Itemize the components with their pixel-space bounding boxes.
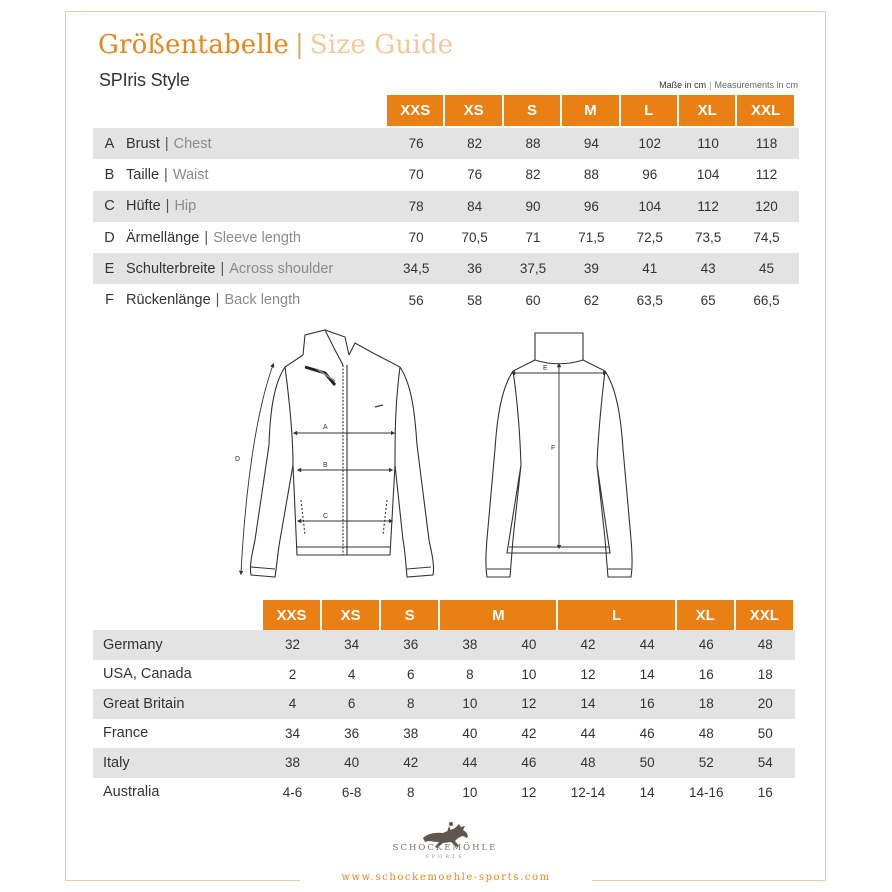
row-label xyxy=(126,167,387,183)
table-cell: 39 xyxy=(583,261,599,277)
label-german: Taille xyxy=(126,166,160,183)
table-cell: 56 xyxy=(408,292,424,308)
label-separator: | xyxy=(165,198,170,215)
table-cell: 42 xyxy=(521,725,537,741)
label-english: Across shoulder xyxy=(229,260,334,277)
row-letter: D xyxy=(104,229,115,246)
table-cell: 63,5 xyxy=(636,292,663,308)
table-cell: 60 xyxy=(525,292,541,308)
table-cell: 38 xyxy=(285,755,301,771)
table-cell: 6 xyxy=(347,696,356,712)
table-cell: 12 xyxy=(521,784,537,800)
label-separator: | xyxy=(215,292,220,309)
table-cell: 48 xyxy=(580,755,596,771)
label-english: Sleeve length xyxy=(213,229,301,246)
table-cell: 38 xyxy=(403,725,419,741)
table-row xyxy=(93,128,799,159)
conversion-header-xxs: XXS xyxy=(263,600,320,630)
table-cell: 14 xyxy=(639,784,655,800)
table-cell: 112 xyxy=(755,167,778,183)
country-label: Great Britain xyxy=(103,695,185,712)
diagram-label-b: B xyxy=(323,462,328,469)
table-cell: 8 xyxy=(406,696,415,712)
row-letter: B xyxy=(104,166,115,183)
diagram-label-a: A xyxy=(323,424,328,431)
table-cell: 2 xyxy=(288,666,297,682)
jacket-front xyxy=(250,330,433,577)
conversion-size-header xyxy=(263,600,793,630)
table-cell: 72,5 xyxy=(636,230,663,246)
table-cell: 14-16 xyxy=(688,784,724,800)
table-cell: 16 xyxy=(698,666,714,682)
table-cell: 44 xyxy=(639,637,655,653)
table-cell: 48 xyxy=(757,637,773,653)
table-row xyxy=(93,253,799,284)
table-cell: 104 xyxy=(638,198,662,214)
table-cell: 6 xyxy=(406,666,415,682)
table-cell: 62 xyxy=(583,292,599,308)
size-header-xxl: XXL xyxy=(737,95,793,126)
table-cell: 46 xyxy=(521,755,537,771)
size-header-xxs: XXS xyxy=(387,95,443,126)
table-cell: 94 xyxy=(583,136,599,152)
units-german: Maße in cm xyxy=(659,80,707,90)
table-cell: 6-8 xyxy=(341,784,362,800)
conversion-header-xs: XS xyxy=(322,600,379,630)
table-row xyxy=(93,719,795,749)
table-cell: 54 xyxy=(757,755,773,771)
table-cell: 12-14 xyxy=(570,784,606,800)
country-label: France xyxy=(103,725,149,742)
page-title xyxy=(98,30,453,60)
table-cell: 18 xyxy=(698,696,714,712)
units-english: Measurements in cm xyxy=(714,80,798,90)
table-cell: 90 xyxy=(525,198,541,214)
product-style: SPIris Style xyxy=(99,70,190,90)
table-cell: 12 xyxy=(580,666,596,682)
table-cell: 10 xyxy=(462,784,478,800)
table-cell: 104 xyxy=(696,167,720,183)
row-letter: F xyxy=(105,292,114,309)
table-row xyxy=(93,660,795,690)
row-letter: E xyxy=(104,260,115,277)
units-separator: | xyxy=(709,80,712,90)
conversion-header-s: S xyxy=(381,600,438,630)
table-cell: 42 xyxy=(580,637,596,653)
table-cell: 66,5 xyxy=(753,292,780,308)
table-cell: 4 xyxy=(288,696,297,712)
row-label xyxy=(126,136,387,152)
table-cell: 70 xyxy=(408,167,424,183)
label-german: Schulterbreite xyxy=(126,260,216,277)
table-cell: 112 xyxy=(697,198,719,214)
table-cell: 120 xyxy=(755,198,778,214)
measurement-table xyxy=(93,128,799,316)
conversion-header-l: L xyxy=(558,600,674,630)
front-measure-lines xyxy=(241,365,393,573)
units-note xyxy=(659,80,798,90)
table-cell: 34 xyxy=(344,637,360,653)
table-cell: 84 xyxy=(467,198,483,214)
size-header-s: S xyxy=(504,95,560,126)
table-cell: 96 xyxy=(583,198,599,214)
table-cell: 70 xyxy=(408,230,424,246)
label-german: Hüfte xyxy=(126,198,161,215)
row-letter: C xyxy=(104,198,115,215)
table-cell: 52 xyxy=(698,755,714,771)
table-cell: 50 xyxy=(757,725,773,741)
table-cell: 10 xyxy=(521,666,537,682)
table-cell: 118 xyxy=(755,136,778,152)
table-cell: 14 xyxy=(639,666,655,682)
table-cell: 76 xyxy=(408,136,424,152)
website-url[interactable]: www.schockemoehle-sports.com xyxy=(300,872,592,883)
table-cell: 4-6 xyxy=(282,784,303,800)
table-cell: 71 xyxy=(525,230,541,246)
label-separator: | xyxy=(220,260,225,277)
table-cell: 88 xyxy=(583,167,599,183)
row-label xyxy=(126,261,387,277)
size-header-m: M xyxy=(562,95,618,126)
label-german: Brust xyxy=(126,135,160,152)
table-cell: 8 xyxy=(466,666,474,682)
table-cell: 12 xyxy=(521,696,537,712)
table-cell: 78 xyxy=(408,198,424,214)
row-letter: A xyxy=(104,135,115,152)
table-cell: 38 xyxy=(462,637,478,653)
table-cell: 73,5 xyxy=(695,230,722,246)
table-cell: 42 xyxy=(403,755,419,771)
table-cell: 4 xyxy=(347,666,356,682)
country-label: USA, Canada xyxy=(103,666,192,683)
jacket-diagram xyxy=(225,325,675,590)
conversion-header-xl: XL xyxy=(677,600,734,630)
table-cell: 18 xyxy=(757,666,773,682)
size-header-l: L xyxy=(621,95,677,126)
diagram-label-d: D xyxy=(235,456,241,463)
diagram-label-e: E xyxy=(543,365,548,372)
country-label: Germany xyxy=(103,636,163,653)
table-cell: 40 xyxy=(521,637,537,653)
table-cell: 82 xyxy=(525,167,541,183)
size-header-xl: XL xyxy=(679,95,735,126)
table-cell: 36 xyxy=(344,725,360,741)
table-cell: 36 xyxy=(467,261,483,277)
table-cell: 32 xyxy=(285,637,301,653)
country-label: Australia xyxy=(103,784,160,801)
table-cell: 41 xyxy=(642,261,658,277)
table-cell: 82 xyxy=(467,136,483,152)
conversion-header-xxl: XXL xyxy=(736,600,793,630)
diagram-label-c: C xyxy=(323,513,329,520)
label-separator: | xyxy=(204,229,209,246)
table-cell: 34,5 xyxy=(403,261,430,277)
table-cell: 46 xyxy=(698,637,714,653)
conversion-table xyxy=(93,630,795,807)
table-cell: 110 xyxy=(697,136,719,152)
table-cell: 50 xyxy=(639,755,655,771)
brand-name: SCHOCKEMÖHLE xyxy=(392,843,498,853)
country-label: Italy xyxy=(103,754,130,771)
table-cell: 16 xyxy=(757,784,773,800)
brand-subline: SPORTS xyxy=(425,854,465,860)
table-cell: 40 xyxy=(462,725,478,741)
table-row xyxy=(93,689,795,719)
table-cell: 45 xyxy=(759,261,775,277)
table-cell: 71,5 xyxy=(578,230,605,246)
title-german: Größentabelle xyxy=(98,30,289,60)
table-row xyxy=(93,222,799,253)
table-cell: 16 xyxy=(639,696,655,712)
table-cell: 10 xyxy=(462,696,478,712)
diagram-label-f: F xyxy=(551,445,556,452)
label-separator: | xyxy=(164,166,168,183)
table-row xyxy=(93,191,799,222)
table-cell: 34 xyxy=(285,725,301,741)
table-cell: 20 xyxy=(757,696,773,712)
table-cell: 8 xyxy=(406,784,415,800)
table-row xyxy=(93,159,799,190)
table-cell: 88 xyxy=(525,136,541,152)
table-row xyxy=(93,778,795,808)
measurement-size-header xyxy=(387,95,794,126)
label-german: Rückenlänge xyxy=(126,292,211,309)
label-english: Waist xyxy=(172,166,209,183)
label-english: Back length xyxy=(224,292,301,309)
table-cell: 58 xyxy=(467,292,483,308)
table-cell: 14 xyxy=(580,696,596,712)
table-cell: 43 xyxy=(700,261,716,277)
table-row xyxy=(93,284,799,315)
size-header-xs: XS xyxy=(445,95,501,126)
table-cell: 76 xyxy=(467,167,483,183)
title-english: Size Guide xyxy=(309,30,454,60)
table-cell: 40 xyxy=(344,755,360,771)
table-cell: 44 xyxy=(462,755,478,771)
table-cell: 48 xyxy=(698,725,714,741)
table-cell: 96 xyxy=(642,167,658,183)
label-english: Hip xyxy=(174,198,197,215)
table-cell: 70,5 xyxy=(461,230,488,246)
table-cell: 36 xyxy=(403,637,419,653)
row-label xyxy=(126,198,387,214)
label-separator: | xyxy=(164,135,169,152)
table-row xyxy=(93,748,795,778)
title-separator: | xyxy=(294,30,304,60)
table-cell: 46 xyxy=(639,725,655,741)
table-cell: 65 xyxy=(700,292,716,308)
table-cell: 44 xyxy=(580,725,596,741)
table-row xyxy=(93,630,795,660)
table-cell: 74,5 xyxy=(753,230,780,246)
label-english: Chest xyxy=(173,135,212,152)
table-cell: 37,5 xyxy=(519,261,547,277)
back-measure-lines xyxy=(513,365,605,547)
table-cell: 102 xyxy=(638,136,662,152)
conversion-header-m: M xyxy=(440,600,556,630)
row-label xyxy=(126,230,387,246)
row-label xyxy=(126,292,387,308)
label-german: Ärmellänge xyxy=(126,229,200,246)
